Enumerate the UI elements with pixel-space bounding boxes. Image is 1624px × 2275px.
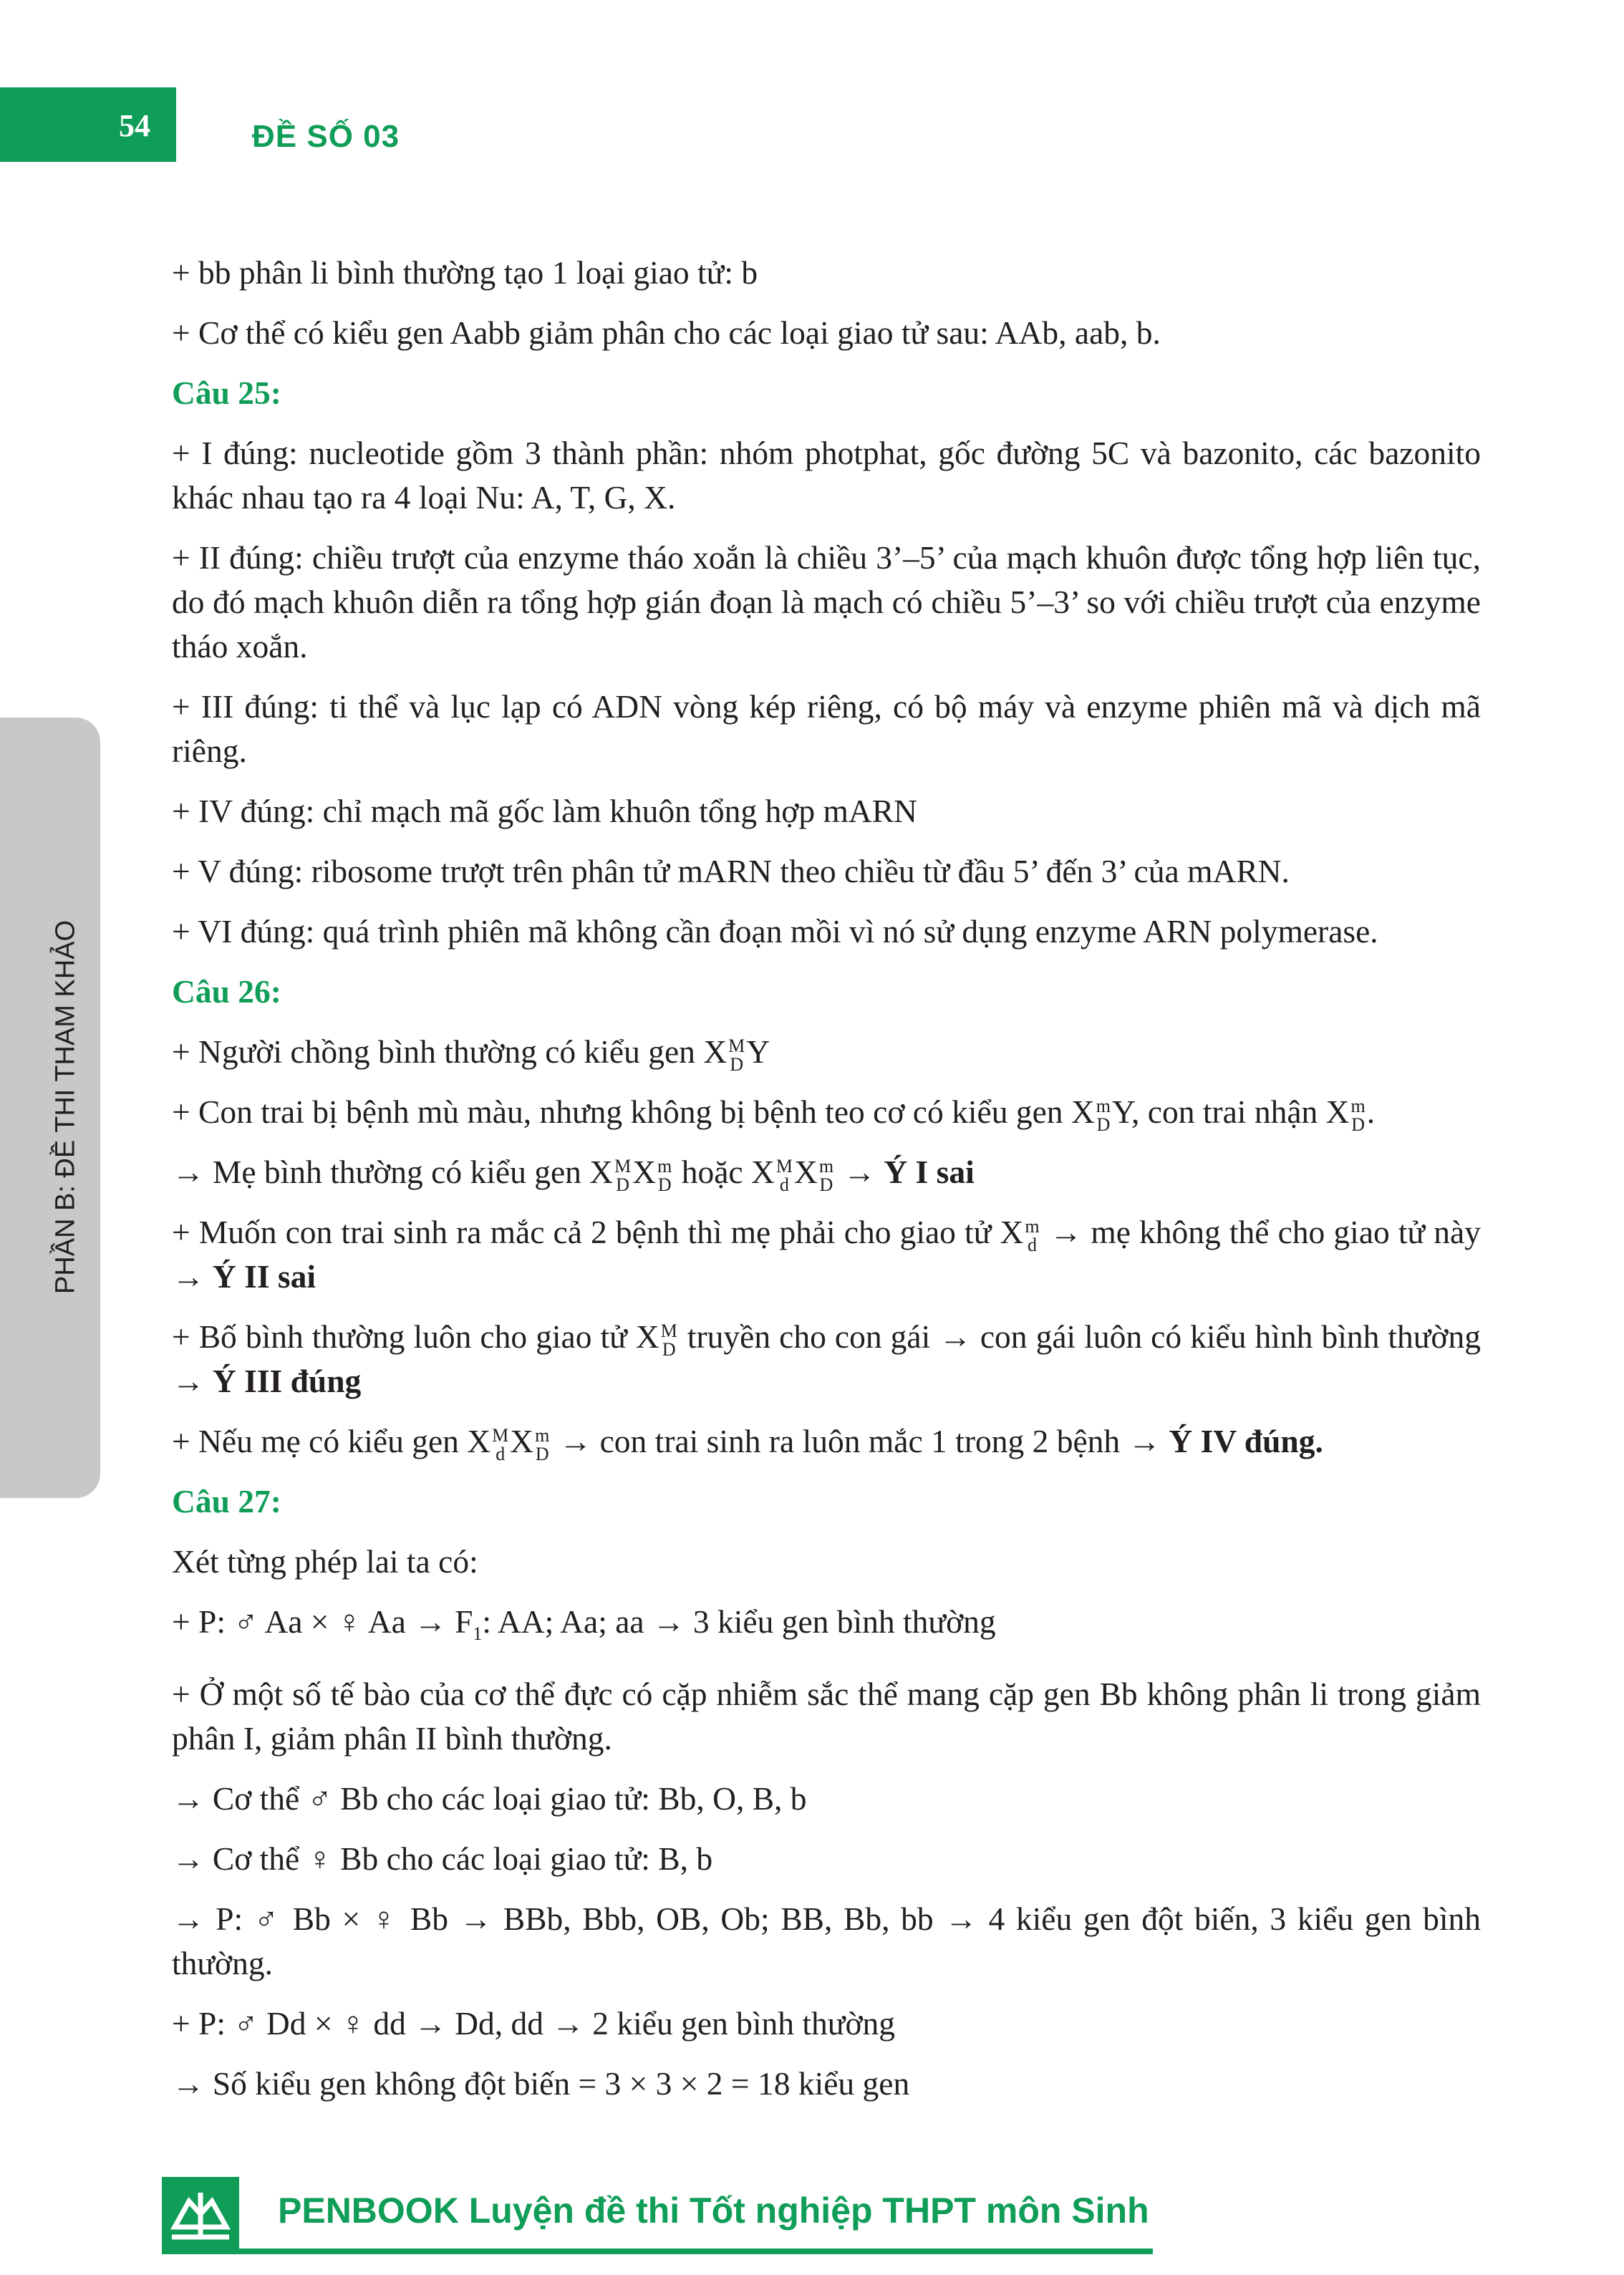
q26-line-5: + Bố bình thường luôn cho giao tử X M D truyền cho con gái → con gái luôn có kiểu hình bình thường → Ý III đúng	[172, 1318, 1481, 1399]
q25-line-1: + I đúng: nucleotide gồm 3 thành phần: nhóm photphat, gốc đường 5C và bazonito, các bazonito khác nhau tạo ra 4 loại Nu: A, T, G, X.	[172, 435, 1481, 516]
q26-line-6: + Nếu mẹ có kiểu gen X M d X m D → con trai sinh ra luôn mắc 1 trong 2 bệnh → Ý IV đúng.	[172, 1423, 1323, 1464]
q27-line-6: → P: ♂ Bb × ♀ Bb → BBb, Bbb, OB, Ob; BB, Bb, bb → 4 kiểu gen đột biến, 3 kiểu gen bình thường.	[172, 1900, 1481, 1982]
side-tab-label: PHẦN B: ĐỀ THI THAM KHẢO	[50, 919, 81, 1295]
gene-XMd: X M d	[750, 1154, 793, 1195]
footer-title: PENBOOK Luyện đề thi Tốt nghiệp THPT môn Sinh	[278, 2191, 1149, 2231]
q27-line-5: → Cơ thể ♀ Bb cho các loại giao tử: B, b	[172, 1840, 713, 1878]
top-line-2: + Cơ thể có kiểu gen Aabb giảm phân cho các loại giao tử sau: AAb, aab, b.	[172, 314, 1161, 351]
gene-XmD: X m D	[793, 1154, 834, 1195]
gene-XmD: X m D	[510, 1423, 550, 1464]
q27-line-8: → Số kiểu gen không đột biến = 3 × 3 × 2 = 18 kiểu gen	[172, 2065, 910, 2102]
top-line-1: + bb phân li bình thường tạo 1 loại giao tử: b	[172, 254, 758, 291]
q27-heading: Câu 27:	[172, 1483, 281, 1520]
answer-content	[172, 251, 1481, 2122]
gene-Xmd: X m d	[1000, 1214, 1040, 1255]
q25-line-3: + III đúng: ti thể và lục lạp có ADN vòng kép riêng, có bộ máy và enzyme phiên mã và dịch mã riêng.	[172, 688, 1481, 769]
gene-XMd: X M d	[467, 1423, 509, 1464]
gene-XmD: X m D	[1070, 1093, 1111, 1135]
q26-heading: Câu 26:	[172, 973, 281, 1010]
q27-line-3: + Ở một số tế bào của cơ thể đực có cặp nhiễm sắc thể mang cặp gen Bb không phân li trong giảm phân I, giảm phân II bình thường.	[172, 1676, 1481, 1757]
q27-line-1: Xét từng phép lai ta có:	[172, 1543, 478, 1580]
q25-line-2: + II đúng: chiều trượt của enzyme tháo xoắn là chiều 3’–5’ của mạch khuôn được tổng hợp liên tục, do đó mạch khuôn diễn ra tổng hợp gián đoạn là mạch có chiều 5’–3’ so với chiều trượt của enzyme tháo xoắn.	[172, 539, 1481, 665]
penbook-logo-icon	[162, 2177, 239, 2251]
q25-line-4: + IV đúng: chỉ mạch mã gốc làm khuôn tổng hợp mARN	[172, 793, 917, 829]
q27-line-7: + P: ♂ Dd × ♀ dd → Dd, dd → 2 kiểu gen bình thường	[172, 2005, 896, 2042]
q27-line-4: → Cơ thể ♂ Bb cho các loại giao tử: Bb, O, B, b	[172, 1780, 807, 1817]
q27-line-2: + P: ♂ Aa × ♀ $Aa \to F_1$: AA; Aa; aa → 3 kiểu gen bình thường	[172, 1603, 996, 1645]
gene-XMD: X M D	[703, 1033, 745, 1075]
q25-line-6: + VI đúng: quá trình phiên mã không cần đoạn mồi vì nó sử dụng enzyme ARN polymerase.	[172, 913, 1378, 950]
q26-line-1: + Người chồng bình thường có kiểu gen X M D Y	[172, 1033, 770, 1075]
footer-divider	[162, 2249, 1153, 2254]
gene-XMD: X M D	[589, 1154, 632, 1195]
exam-title: ĐỀ SỐ 03	[252, 119, 400, 154]
q25-heading: Câu 25:	[172, 375, 281, 411]
gene-XmD: X m D	[632, 1154, 672, 1195]
q26-line-3: → Mẹ bình thường có kiểu gen X M D X m D hoặc X M d X m D → Ý I sai	[172, 1154, 975, 1195]
q25-line-5: + V đúng: ribosome trượt trên phân tử mARN theo chiều từ đầu 5’ đến 3’ của mARN.	[172, 853, 1290, 889]
q26-line-4: + Muốn con trai sinh ra mắc cả 2 bệnh thì mẹ phải cho giao tử X m d → mẹ không thể cho giao tử này → Ý II sai	[172, 1214, 1481, 1295]
page-number: 54	[119, 108, 150, 143]
gene-XMD: X M D	[635, 1318, 677, 1360]
gene-XmD: X m D	[1325, 1093, 1366, 1135]
q26-line-2: + Con trai bị bệnh mù màu, nhưng không bị bệnh teo cơ có kiểu gen X m D Y, con trai nhận X m D .	[172, 1093, 1376, 1135]
